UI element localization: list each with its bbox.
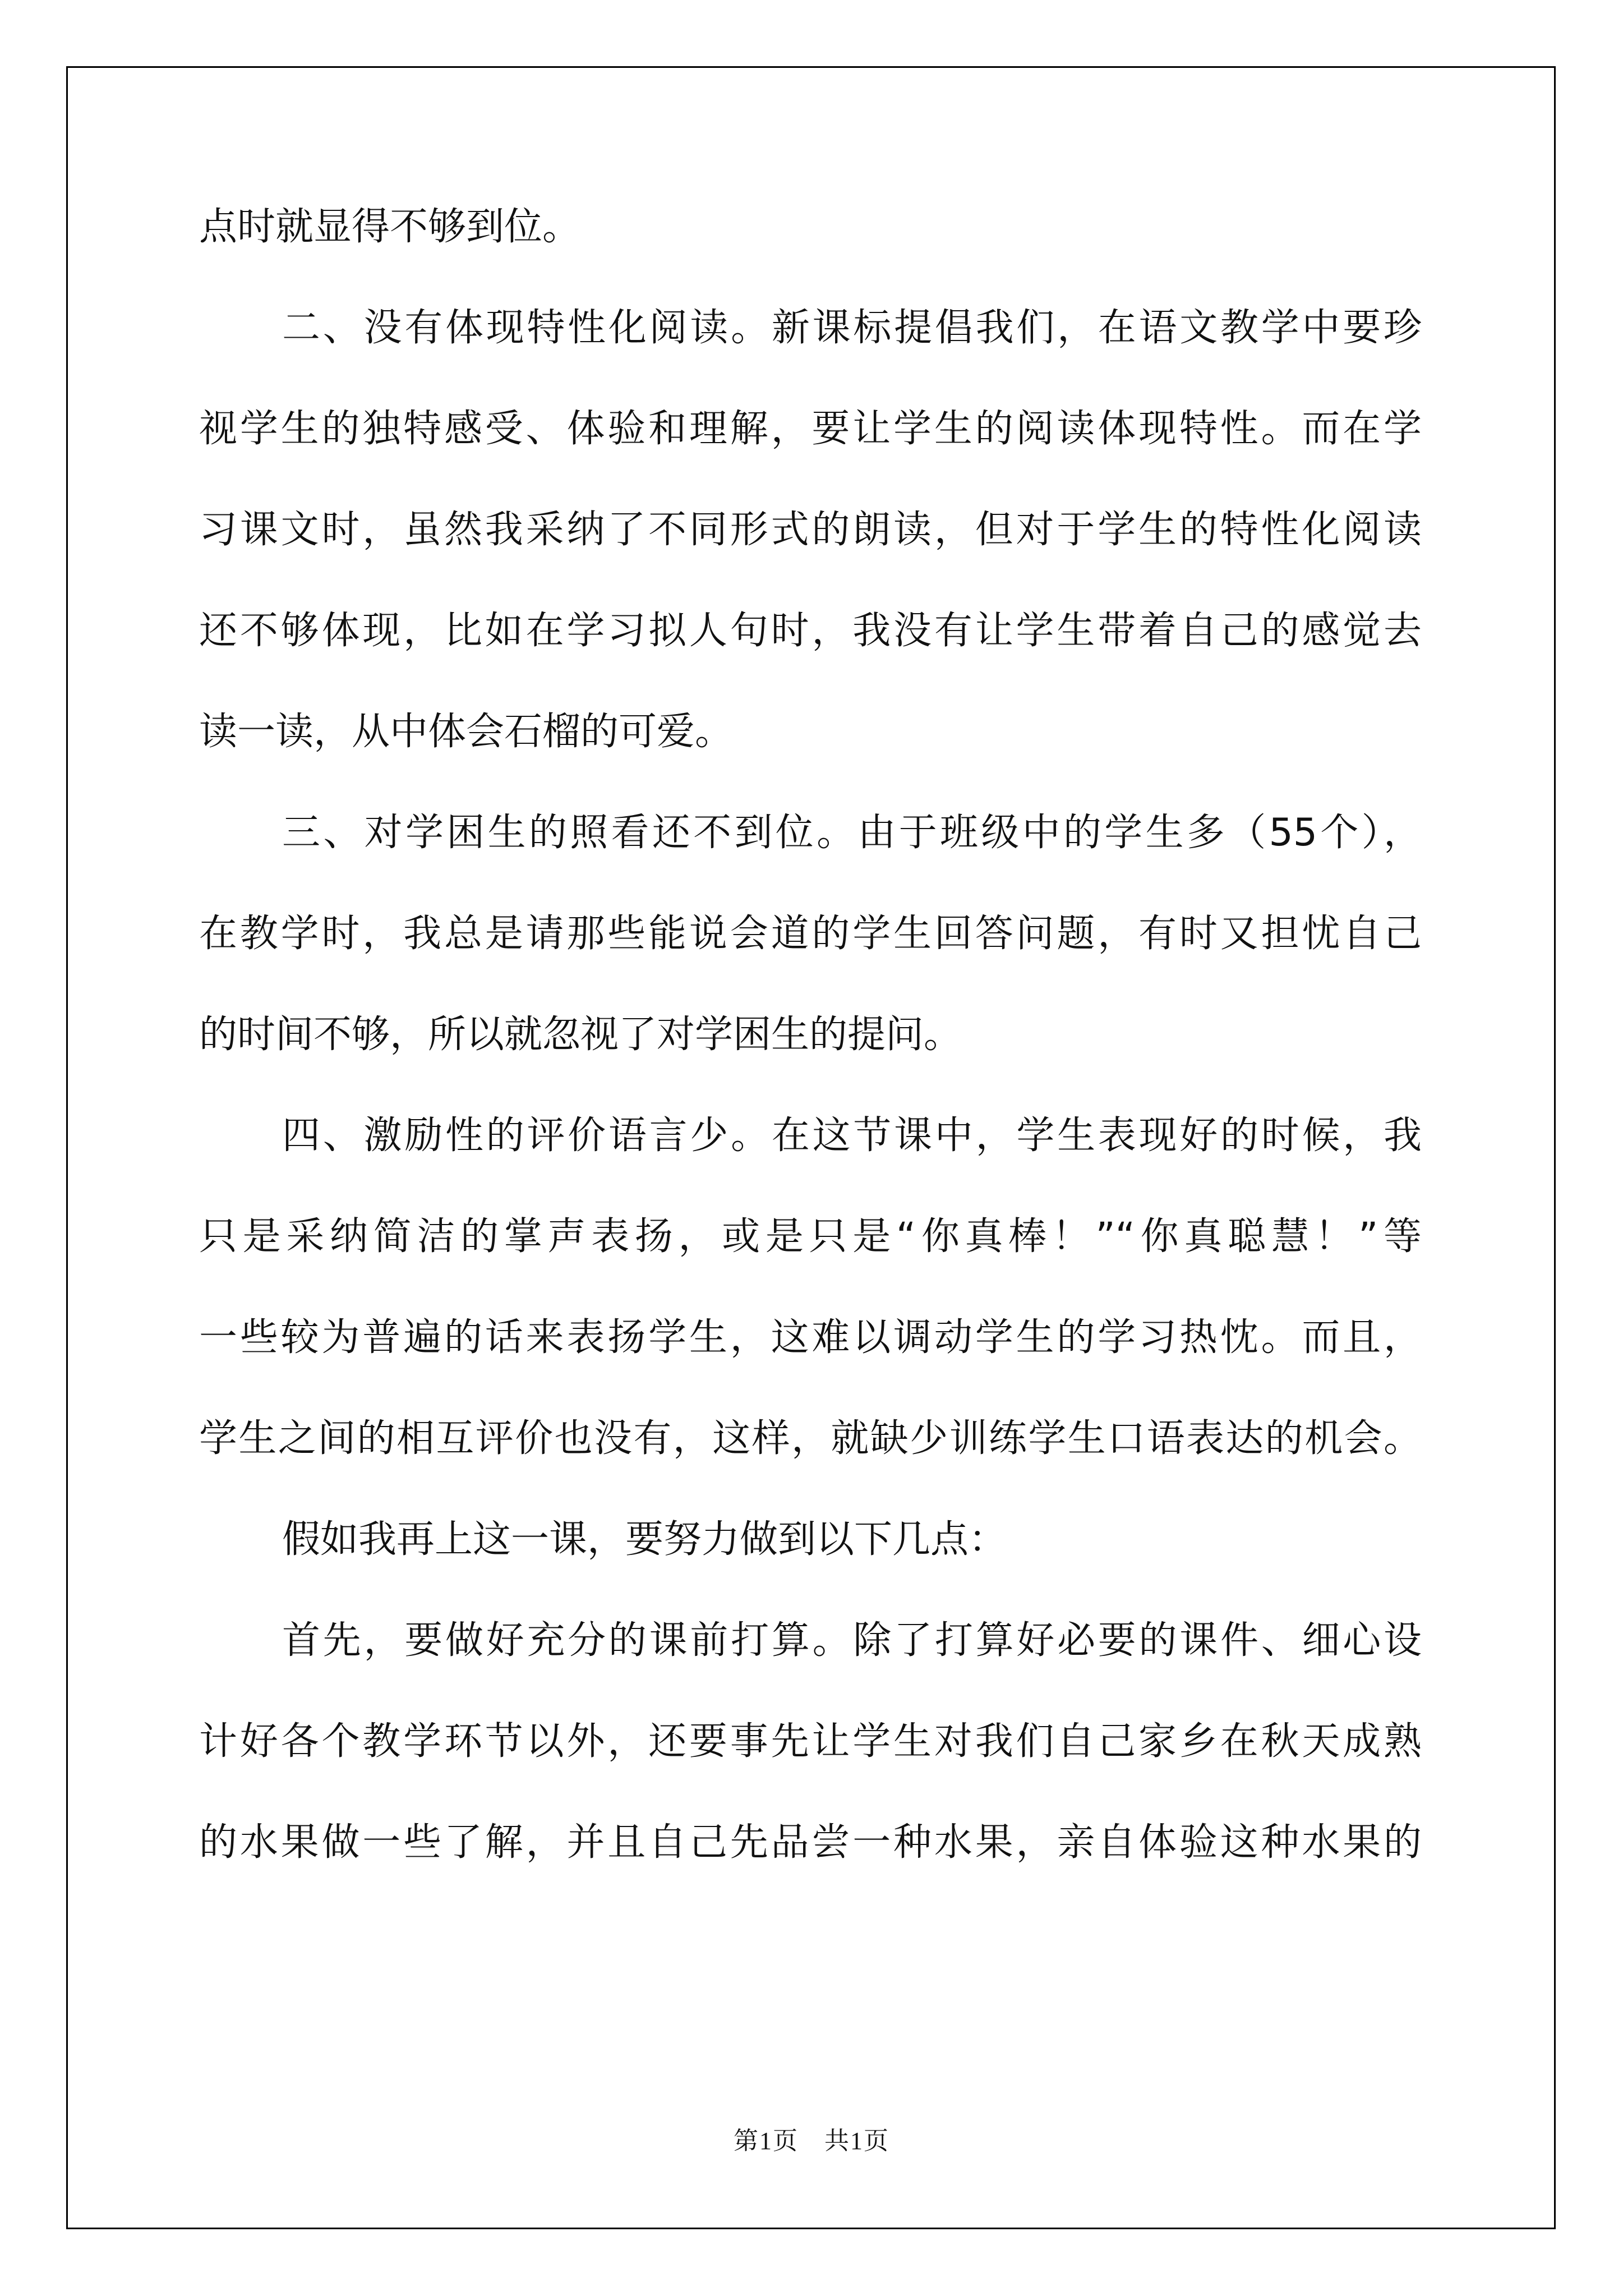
text-line: 还不够体现，比如在学习拟人句时，我没有让学生带着自己的感觉去 [199, 609, 1422, 653]
text-line: 习课文时，虽然我采纳了不同形式的朗读，但对于学生的特性化阅读 [199, 508, 1422, 552]
text-line: 的水果做一些了解，并且自己先品尝一种水果，亲自体验这种水果的 [199, 1820, 1422, 1865]
text-line: 的时间不够，所以就忽视了对学困生的提问。 [199, 1013, 962, 1057]
text-line: 在教学时，我总是请那些能说会道的学生回答问题，有时又担忧自己 [199, 912, 1422, 956]
text-line: 只是采纳简洁的掌声表扬，或是只是“你真棒！”“你真聪慧！”等 [199, 1214, 1422, 1259]
text-line: 二、没有体现特性化阅读。新课标提倡我们，在语文教学中要珍 [282, 306, 1422, 350]
text-line: 首先，要做好充分的课前打算。除了打算好必要的课件、细心设 [282, 1618, 1422, 1663]
text-line: 点时就显得不够到位。 [199, 205, 581, 249]
text-line: 计好各个教学环节以外，还要事先让学生对我们自己家乡在秋天成熟 [199, 1719, 1422, 1764]
text-line: 一些较为普遍的话来表扬学生，这难以调动学生的学习热忱。而且， [199, 1315, 1422, 1360]
text-line: 学生之间的相互评价也没有，这样，就缺少训练学生口语表达的机会。 [199, 1416, 1422, 1461]
text-line: 假如我再上这一课，要努力做到以下几点： [282, 1517, 1007, 1562]
text-line: 视学生的独特感受、体验和理解，要让学生的阅读体现特性。而在学 [199, 407, 1422, 451]
text-line: 读一读，从中体会石榴的可爱。 [199, 710, 734, 754]
text-line: 三、对学困生的照看还不到位。由于班级中的学生多（55个）， [282, 811, 1422, 855]
page-number-footer: 第1页 共1页 [734, 2127, 889, 2155]
text-line: 四、激励性的评价语言少。在这节课中，学生表现好的时候，我 [282, 1114, 1422, 1158]
